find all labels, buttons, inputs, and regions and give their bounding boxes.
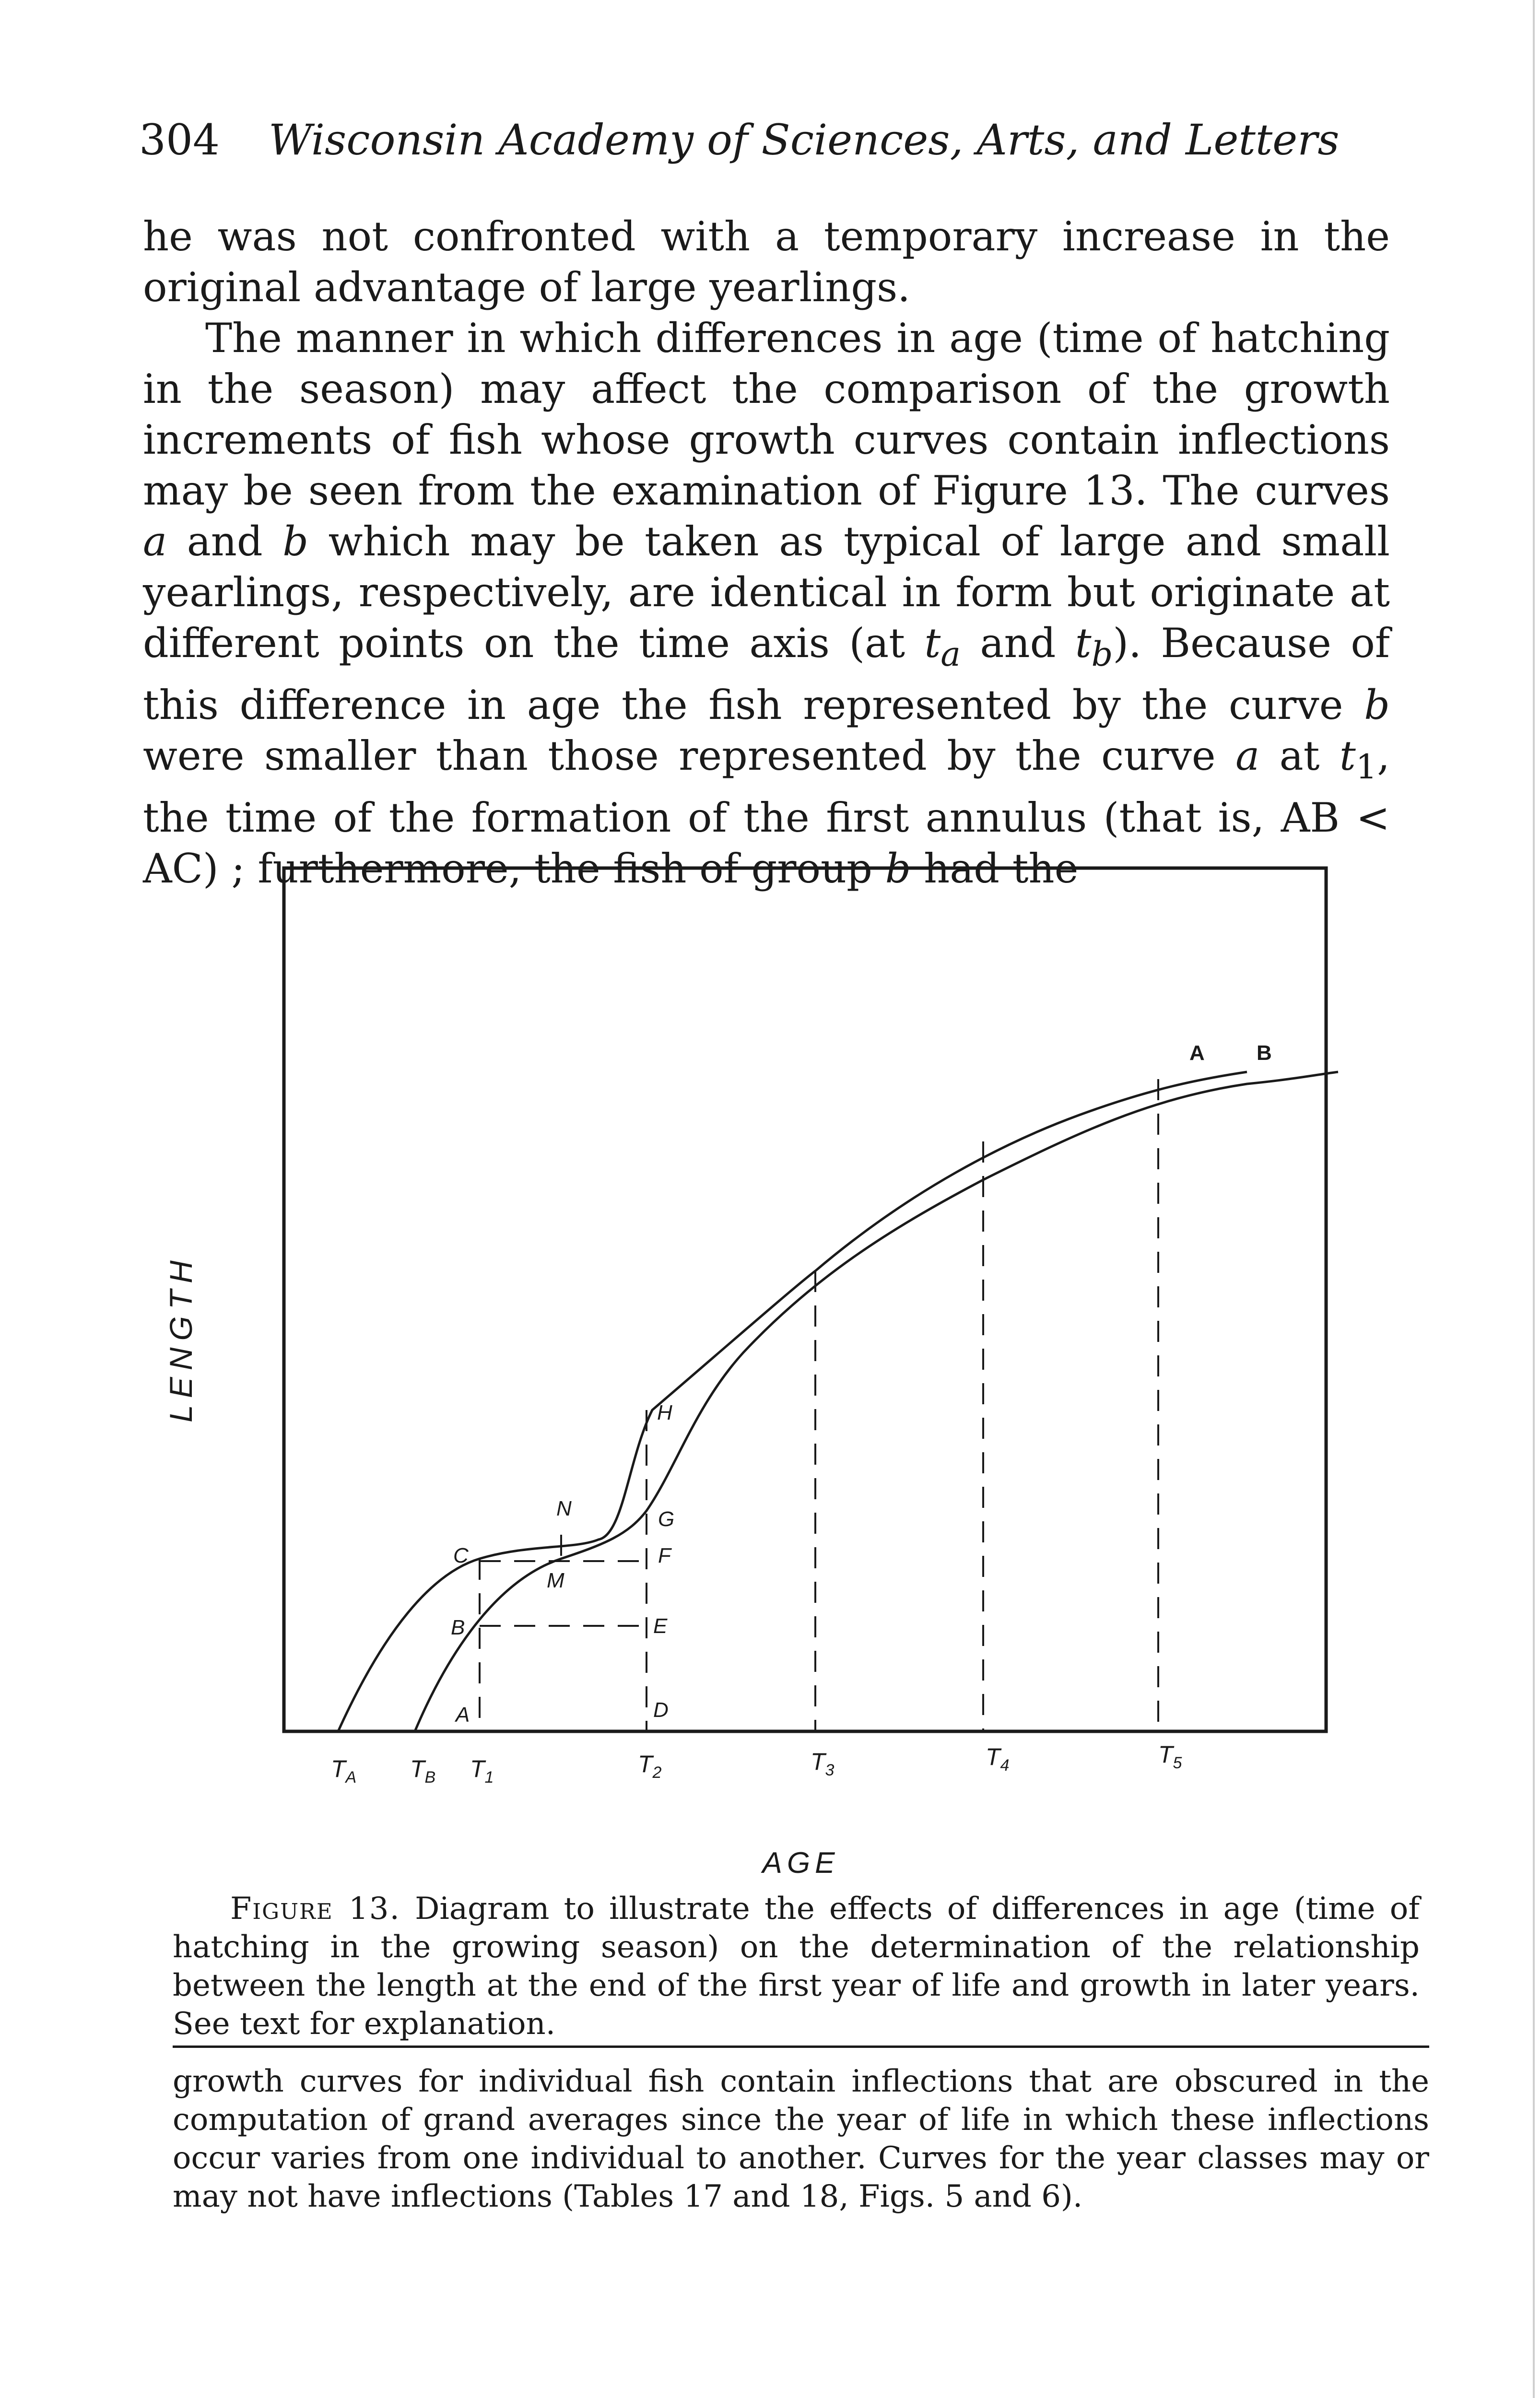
point-label-a: A	[456, 1703, 470, 1727]
p2-curve-a: a	[143, 518, 167, 565]
curve-b	[415, 1072, 1338, 1731]
time-markers	[480, 1079, 1158, 1731]
p2-text-5: ). Because of this difference in age the fish represented by the curve	[143, 620, 1390, 729]
growth-curve-diagram	[144, 854, 1439, 1928]
curve-a	[338, 1072, 1247, 1731]
p2-text-6: were smaller than those represented by the curve	[143, 732, 1236, 779]
tick-t2: $T_2$	[638, 1751, 662, 1782]
figure-13	[144, 854, 1439, 1928]
x-axis-label: AGE	[762, 1846, 840, 1880]
p2-t1-sub: 1	[1355, 747, 1377, 787]
point-label-c: C	[453, 1544, 469, 1567]
running-title: Wisconsin Academy of Sciences, Arts, and Letters	[269, 115, 1340, 165]
body-text	[143, 211, 1390, 894]
footnote-text: growth curves for individual fish contain inflections that are obscured in the computation of grand averages since the year of life in which these inflections occur varies from one individual to another. Curves for the year classes may or may not have inflections (Tables 17 and 18, Figs. 5 and 6).	[173, 2064, 1429, 2214]
tick-tb: $T_B$	[410, 1755, 436, 1787]
p2-t1: t	[1339, 732, 1356, 779]
p2-text-8: , the time of the formation of the first annulus (that is, AB < AC) ; furthermore, the fish of group	[143, 732, 1390, 892]
page-edge-line	[1533, 0, 1535, 2398]
caption-lead: Figure 13.	[230, 1891, 400, 1927]
page-number: 304	[139, 115, 220, 165]
p2-tb: t	[1075, 620, 1092, 667]
p2-text-9: had the	[911, 845, 1079, 892]
page-header	[139, 115, 1405, 173]
point-label-n: N	[556, 1497, 572, 1520]
p2-curve-a-2: a	[1235, 732, 1260, 779]
time-tick-labels	[331, 1741, 1182, 1787]
point-label-d: D	[653, 1698, 669, 1722]
point-label-m: M	[547, 1569, 564, 1592]
p2-ta-sub: a	[940, 634, 961, 674]
p2-text-1: The manner in which differences in age (time of hatching in the season) may affect the comparison of the growth increments of fish whose growth curves contain inflections may be seen from the examination of Figure 13. The curves	[143, 315, 1390, 514]
tick-t1: $T_1$	[470, 1755, 494, 1787]
point-label-g: G	[658, 1507, 675, 1531]
point-label-e: E	[653, 1614, 668, 1638]
paragraph-1: he was not confronted with a temporary increase in the original advantage of large yearlings.	[143, 213, 1390, 311]
curve-label-b: B	[1257, 1041, 1272, 1065]
point-label-b: B	[451, 1616, 465, 1639]
figure-caption	[173, 1890, 1420, 2043]
p2-curve-b-3: b	[885, 845, 911, 892]
tick-ta: $T_A$	[331, 1755, 357, 1787]
p2-tb-sub: b	[1091, 634, 1113, 674]
caption-text: Diagram to illustrate the effects of differences in age (time of hatching in the growing season) on the determination of the relationship between the length at the end of the first year of life and growth in later years. See text for explanation.	[173, 1891, 1420, 2042]
curve-label-a: A	[1189, 1041, 1205, 1065]
y-axis-label: LENGTH	[163, 1254, 199, 1422]
tick-t3: $T_3$	[811, 1748, 835, 1779]
p2-text-7: at	[1259, 732, 1340, 779]
p2-curve-b-2: b	[1364, 681, 1390, 729]
p2-ta: t	[924, 620, 941, 667]
paragraph-2	[143, 313, 1390, 894]
p2-curve-b: b	[282, 518, 309, 565]
tick-t4: $T_4$	[986, 1743, 1010, 1775]
figure-frame	[284, 868, 1326, 1731]
p2-text-3: which may be taken as typical of large and small yearlings, respectively, are identical in form but originate at different points on the time axis (at	[143, 518, 1390, 667]
point-label-f: F	[658, 1544, 671, 1567]
p2-text-4: and	[960, 620, 1075, 667]
p2-text-2: and	[167, 518, 283, 565]
point-label-h: H	[657, 1401, 672, 1424]
tick-t5: $T_5$	[1158, 1741, 1182, 1772]
footnote-divider	[173, 2045, 1429, 2048]
point-labels	[451, 1401, 674, 1727]
